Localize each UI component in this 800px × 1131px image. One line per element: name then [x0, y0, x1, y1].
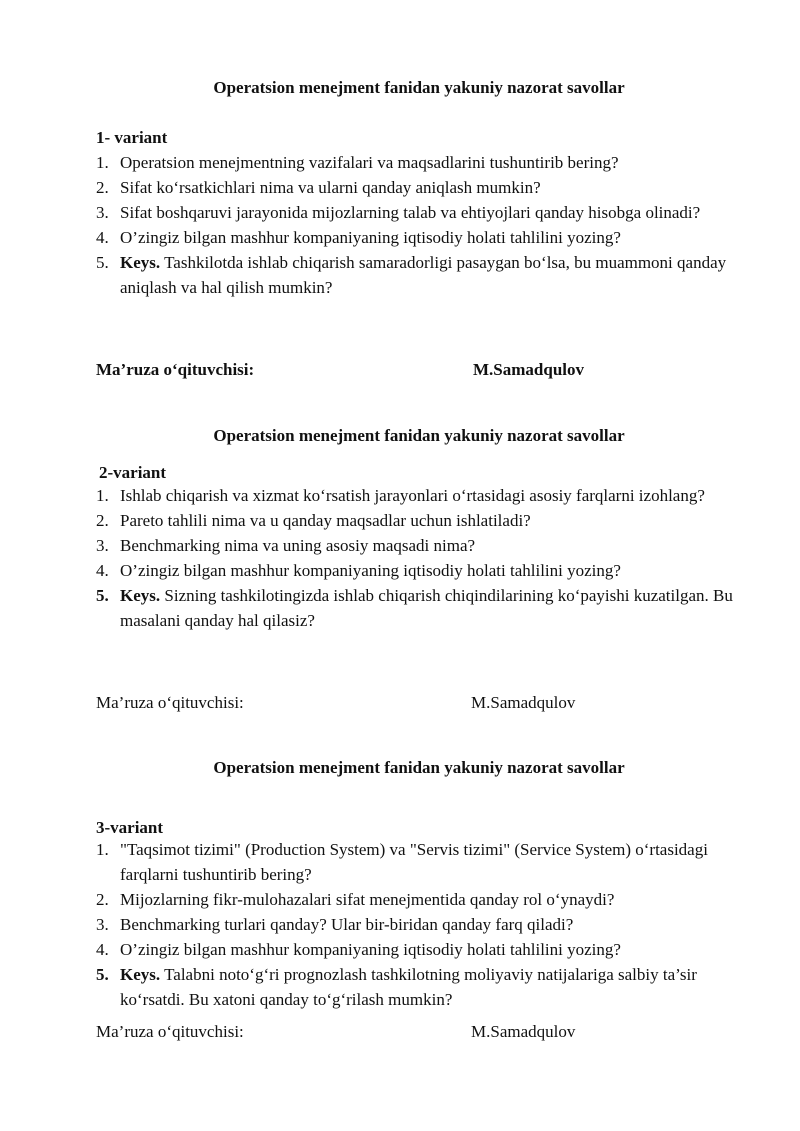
- question-text: O’zingiz bilgan mashhur kompaniyaning iqtisodiy holati tahlilini yozing?: [120, 228, 621, 247]
- section-1-signature-name: M.Samadqulov: [473, 360, 584, 379]
- question-number: 3.: [96, 203, 109, 222]
- section-1-title: Operatsion menejment fanidan yakuniy nazorat savollar: [213, 78, 625, 97]
- section-2-variant-heading: 2-variant: [99, 463, 167, 482]
- question-number: 2.: [96, 178, 109, 197]
- section-2-signature-label: Ma’ruza o‘qituvchisi:: [96, 693, 244, 712]
- question-number: 4.: [96, 561, 109, 580]
- question-item: [96, 937, 746, 962]
- question-item: [96, 225, 746, 250]
- question-item: [96, 200, 746, 225]
- question-item: [96, 508, 746, 533]
- question-text: Mijozlarning fikr-mulohazalari sifat menejmentida qanday rol o‘ynaydi?: [120, 890, 615, 909]
- section-3-signature-label: Ma’ruza o‘qituvchisi:: [96, 1022, 244, 1041]
- section-2-title: Operatsion menejment fanidan yakuniy nazorat savollar: [213, 426, 625, 445]
- question-item: [96, 912, 746, 937]
- question-text: "Taqsimot tizimi" (Production System) va "Servis tizimi" (Service System) o‘rtasidagi farqlarni tushuntirib bering?: [120, 840, 708, 884]
- question-number: 2.: [96, 511, 109, 530]
- question-number: 1.: [96, 486, 109, 505]
- question-text: Benchmarking turlari qanday? Ular bir-biridan qanday farq qiladi?: [120, 915, 574, 934]
- question-number: 2.: [96, 890, 109, 909]
- question-item: [96, 583, 746, 633]
- section-1-question-list: [96, 150, 746, 300]
- question-text: O’zingiz bilgan mashhur kompaniyaning iqtisodiy holati tahlilini yozing?: [120, 561, 621, 580]
- question-item: [96, 175, 746, 200]
- question-number: 1.: [96, 153, 109, 172]
- question-number: 3.: [96, 915, 109, 934]
- section-3-signature-name: M.Samadqulov: [471, 1022, 576, 1041]
- section-2-question-list: [96, 483, 746, 633]
- question-text: Sizning tashkilotingizda ishlab chiqarish chiqindilarining ko‘payishi kuzatilgan. Bu masalani qanday hal qilasiz?: [120, 586, 733, 630]
- question-item: [96, 837, 746, 887]
- question-text: Tashkilotda ishlab chiqarish samaradorligi pasaygan bo‘lsa, bu muammoni qanday aniqlash va hal qilish mumkin?: [120, 253, 727, 297]
- question-item: [96, 150, 746, 175]
- case-keyword: Keys.: [120, 965, 161, 984]
- question-item: [96, 887, 746, 912]
- case-keyword: Keys.: [120, 253, 161, 272]
- question-text: Talabni noto‘g‘ri prognozlash tashkilotning moliyaviy natijalariga salbiy ta’sir ko‘rsatdi. Bu xatoni qanday to‘g‘rilash mumkin?: [120, 965, 697, 1009]
- case-keyword: Keys.: [120, 586, 161, 605]
- question-number: 1.: [96, 840, 109, 859]
- question-item: [96, 250, 746, 300]
- question-item: [96, 483, 746, 508]
- question-number: 4.: [96, 940, 109, 959]
- question-item: [96, 533, 746, 558]
- section-1-signature-label: Ma’ruza o‘qituvchisi:: [96, 360, 255, 379]
- question-number: 4.: [96, 228, 109, 247]
- question-text: Sifat ko‘rsatkichlari nima va ularni qanday aniqlash mumkin?: [120, 178, 541, 197]
- section-1-variant-heading: 1- variant: [96, 128, 168, 147]
- question-text: Sifat boshqaruvi jarayonida mijozlarning talab va ehtiyojlari qanday hisobga olinadi?: [120, 203, 701, 222]
- question-text: Operatsion menejmentning vazifalari va maqsadlarini tushuntirib bering?: [120, 153, 619, 172]
- section-3-title: Operatsion menejment fanidan yakuniy nazorat savollar: [213, 758, 625, 777]
- question-number: 5.: [96, 965, 109, 984]
- question-text: Pareto tahlili nima va u qanday maqsadlar uchun ishlatiladi?: [120, 511, 531, 530]
- question-text: Ishlab chiqarish va xizmat ko‘rsatish jarayonlari o‘rtasidagi asosiy farqlarni izohlang?: [120, 486, 705, 505]
- section-2-signature-name: M.Samadqulov: [471, 693, 576, 712]
- question-text: Benchmarking nima va uning asosiy maqsadi nima?: [120, 536, 476, 555]
- question-item: [96, 558, 746, 583]
- question-number: 5.: [96, 586, 109, 605]
- section-3-question-list: [96, 837, 746, 1012]
- question-text: O’zingiz bilgan mashhur kompaniyaning iqtisodiy holati tahlilini yozing?: [120, 940, 621, 959]
- question-item: [96, 962, 746, 1012]
- question-number: 3.: [96, 536, 109, 555]
- section-3-variant-heading: 3-variant: [96, 818, 164, 837]
- question-number: 5.: [96, 253, 109, 272]
